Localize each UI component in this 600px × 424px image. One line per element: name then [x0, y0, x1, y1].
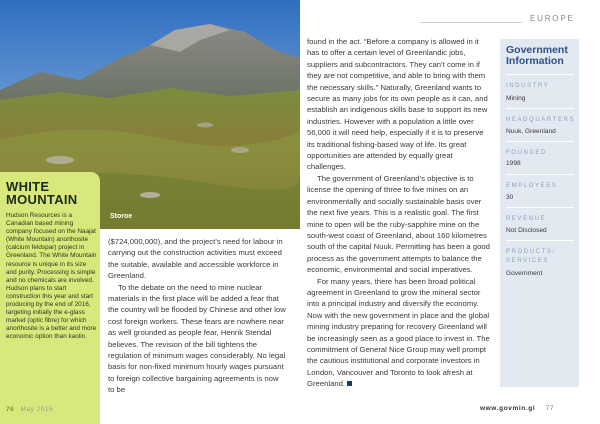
right-paragraph: found in the act. “Before a company is allowed in it has to offer a certain level of Greenlandic jobs, suppliers and subcontractors. They can’t come in if they are not competitive, and able to bring with them the necessary skills.” Naturally, Greenland wants to secure as many jobs for its own people as it can, and establish an indigenous skills base to support its new industries. However with a population a little over 56,000 it will need help, especially if it is to preserve its traditional fishing-based way of life. Its great opportunities are attended by equally great challenges. — [307, 37, 488, 172]
headquarters-label: HEADQUARTERS — [506, 117, 576, 123]
photo-credit: Storoe — [110, 213, 133, 220]
panel-divider — [506, 174, 574, 175]
right-article-column — [307, 36, 491, 390]
industry-value: Mining — [506, 95, 526, 102]
products-label-line1: PRODUCTS/ — [506, 249, 556, 255]
revenue-value: Not Disclosed — [506, 227, 547, 234]
footer-left — [6, 406, 53, 413]
info-panel-title-line1: Government — [506, 44, 568, 56]
industry-label: INDUSTRY — [506, 83, 550, 89]
info-panel-title — [506, 45, 578, 67]
issue-date: May 2015 — [20, 406, 54, 413]
left-paragraph: To the debate on the need to mine nuclear materials in the first place will be added a fear that the country will be flooded by Chinese and other low cost foreign workers. These fears are nowhere near as well grounded as people fear, Henrik Stendal believes. The revision of the bill tightens the regulation of minimum wages considerably. No legal basis for non-fixed minimum hourly wages pursuant to foreign collective bargaining agreements is now to be — [108, 282, 286, 395]
info-panel — [500, 39, 579, 387]
panel-divider — [506, 141, 574, 142]
products-services-label — [506, 248, 578, 266]
founded-label: FOUNDED — [506, 150, 547, 156]
right-paragraph-last — [307, 276, 491, 390]
founded-value: 1998 — [506, 160, 521, 167]
left-paragraph: ($724,000,000), and the project’s need for labour in carrying out the construction activities must exceed the suitable, available and accessible workforce in Greenland. — [108, 237, 283, 281]
employees-value: 30 — [506, 194, 514, 201]
panel-divider — [506, 108, 574, 109]
section-tag: EUROPE — [530, 14, 575, 23]
website-url: www.govmin.gl — [480, 405, 536, 412]
panel-divider — [506, 74, 574, 75]
products-services-value: Government — [506, 270, 543, 277]
section-rule — [420, 22, 522, 23]
sidebar-title-line2: MOUNTAIN — [6, 192, 78, 207]
left-article-column — [108, 236, 286, 396]
employees-label: EMPLOYEES — [506, 183, 558, 189]
headquarters-value: Nuuk, Greenland — [506, 128, 556, 135]
sidebar-title-line1: WHITE — [6, 179, 50, 194]
sidebar-title — [6, 180, 98, 206]
panel-divider — [506, 207, 574, 208]
left-page-number: 76 — [6, 406, 15, 413]
panel-divider — [506, 240, 574, 241]
info-panel-title-line2: Information — [506, 55, 564, 67]
right-paragraph-text: For many years, there has been broad political agreement in Greenland to grow the mineral sector into a principal industry and diversify the economy. Now with the new government in place and the global mining industry preparing for recovery Greenland will be increasingly seen as a good place to invest in. The commitment of General Nice Group may well prompt the cautious institutional and corporate investors in London, Vancouver and Toronto to look afresh at Greenland. — [307, 276, 490, 389]
sidebar-text: Hudson Resources is a Canadian based mining company focused on the Naajat (White Mountain) anorthosite (calcium feldspar) project in Greenland. The White Mountain resource is unique in its size and purity. Processing is simple and no chemicals are involved. Hudson plans to start construction this year and start producing by the end of 2016, targeting initially the e-glass market (optic fibre) for which anorthosite is a better and more economic option than kaolin. — [6, 212, 97, 341]
right-paragraph: The government of Greenland’s objective is to license the opening of three to five mines on an environmentally and socially sustainable basis over the next five years. This is a realistic goal. The first mine to open will be the ruby-sapphire mine on the south-west coast of Greenland, about 160 kilometres south of the capital Nuuk. Permitting has been a good process as the government attempts to balance the economic, environmental and social imperatives. — [307, 173, 490, 275]
revenue-label: REVENUE — [506, 216, 547, 222]
article-end-mark-icon — [347, 381, 352, 386]
footer-right — [480, 405, 554, 412]
products-label-line2: SERVICES — [506, 258, 550, 264]
right-page-number: 77 — [545, 405, 555, 412]
